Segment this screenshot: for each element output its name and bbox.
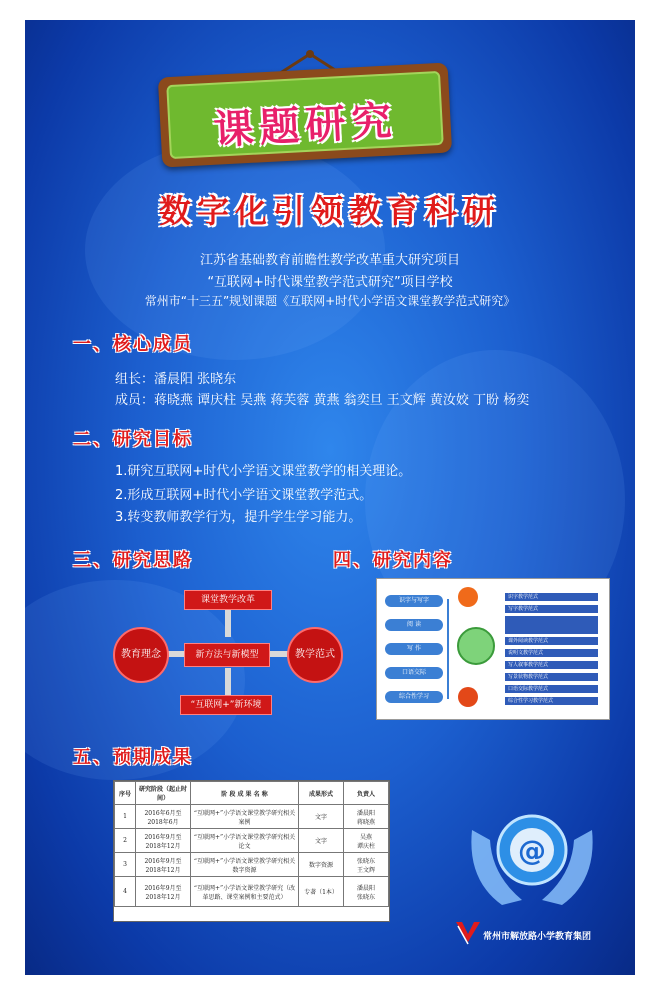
cell: 1 bbox=[115, 805, 136, 829]
heading-research-content: 四、研究内容 bbox=[333, 550, 453, 571]
flow-top-box: 课堂教学改革 bbox=[184, 590, 272, 610]
content-right-item: 写景状物教学范式 bbox=[505, 673, 598, 681]
cell: 4 bbox=[115, 877, 136, 907]
table-header-row bbox=[115, 782, 389, 805]
heading-expected-results: 五、预期成果 bbox=[73, 747, 193, 768]
content-right-item: 写字教学范式 bbox=[505, 605, 598, 613]
arrow-right bbox=[268, 651, 288, 657]
center-node bbox=[457, 627, 495, 665]
cell: 吴燕 谭庆柱 bbox=[344, 829, 389, 853]
arrow-down bbox=[225, 609, 231, 637]
subtitle-1: 江苏省基础教育前瞻性教学改革重大研究项目 bbox=[199, 253, 460, 268]
header-name: 阶 段 成 果 名 称 bbox=[191, 782, 299, 805]
cell: 张晓东 王文辉 bbox=[344, 853, 389, 877]
content-left-item: 识字与写字 bbox=[385, 595, 443, 607]
content-right-item: 综合性学习教学范式 bbox=[505, 697, 598, 705]
heading-research-ideas: 三、研究思路 bbox=[73, 550, 193, 571]
content-right-item: 识字教学范式 bbox=[505, 593, 598, 601]
top-node bbox=[458, 587, 478, 607]
connector bbox=[447, 599, 449, 699]
heading-core-members: 一、核心成员 bbox=[73, 334, 193, 355]
bottom-node bbox=[458, 687, 478, 707]
content-right-item: 口语交际教学范式 bbox=[505, 685, 598, 693]
cell: 3 bbox=[115, 853, 136, 877]
content-left-item: 综合性学习 bbox=[385, 691, 443, 703]
header-owner: 负责人 bbox=[344, 782, 389, 805]
cell: 2016年9月至2018年12月 bbox=[136, 877, 191, 907]
cell: “互联网+”小学语文课堂教学研究（改革思路、课堂案例和主要范式） bbox=[191, 877, 299, 907]
heading-research-goals: 二、研究目标 bbox=[73, 429, 193, 450]
results-table bbox=[113, 780, 390, 922]
cell: “互联网+”小学语文课堂教学研究相关案例 bbox=[191, 805, 299, 829]
page-title: 数字化引领教育科研 bbox=[158, 192, 501, 230]
topic-sign-text: 课题研究 bbox=[212, 98, 399, 154]
content-right-item: 课外阅读教学范式 bbox=[505, 637, 598, 645]
cell: “互联网+”小学语文课堂教学研究相关论文 bbox=[191, 829, 299, 853]
school-logo-icon bbox=[454, 918, 482, 946]
table-row bbox=[115, 829, 389, 853]
content-left-item: 口语交际 bbox=[385, 667, 443, 679]
content-right-item: 说明文教学范式 bbox=[505, 649, 598, 657]
arrow-right bbox=[168, 651, 184, 657]
cell: 潘晨阳 蒋晓燕 bbox=[344, 805, 389, 829]
flow-bottom-box: “互联网+”新环境 bbox=[180, 695, 272, 715]
header-index: 序号 bbox=[115, 782, 136, 805]
cell: 潘晨阳 张晓东 bbox=[344, 877, 389, 907]
goal-item: 1.研究互联网+时代小学语文课堂教学的相关理论。 bbox=[115, 464, 412, 479]
flow-right-circle: 教学范式 bbox=[287, 627, 343, 683]
cell: 文字 bbox=[299, 829, 344, 853]
cell: 数字资源 bbox=[299, 853, 344, 877]
topic-sign bbox=[158, 62, 452, 167]
content-left-item: 写 作 bbox=[385, 643, 443, 655]
content-left-item: 阅 读 bbox=[385, 619, 443, 631]
topic-sign-face bbox=[166, 71, 443, 159]
subtitle-2: “互联网+时代课堂教学范式研究”项目学校 bbox=[207, 275, 453, 290]
table-row bbox=[115, 805, 389, 829]
arrow-up bbox=[225, 668, 231, 696]
table-row bbox=[115, 853, 389, 877]
cell: 专著（1本） bbox=[299, 877, 344, 907]
content-right-item: 写人叙事教学范式 bbox=[505, 661, 598, 669]
flow-center-box: 新方法与新模型 bbox=[184, 643, 270, 667]
cell: 文字 bbox=[299, 805, 344, 829]
header-form: 成果形式 bbox=[299, 782, 344, 805]
members-line: 成员：蒋晓燕 谭庆柱 吴燕 蒋芙蓉 黄燕 翁奕旦 王文辉 黄汝姣 丁盼 杨奕 bbox=[115, 393, 530, 408]
flow-left-circle: 教育理念 bbox=[113, 627, 169, 683]
header-period: 研究阶段（起止时间） bbox=[136, 782, 191, 805]
cell: 2 bbox=[115, 829, 136, 853]
cell: 2016年9月至2018年12月 bbox=[136, 853, 191, 877]
goal-item: 2.形成互联网+时代小学语文课堂教学范式。 bbox=[115, 488, 373, 503]
goal-item: 3.转变教师教学行为，提升学生学习能力。 bbox=[115, 510, 362, 525]
leader-line: 组长：潘晨阳 张晓东 bbox=[115, 372, 237, 387]
cell: 2016年9月至2018年12月 bbox=[136, 829, 191, 853]
school-name: 常州市解放路小学教育集团 bbox=[483, 932, 592, 942]
table-row bbox=[115, 877, 389, 907]
subtitle-3: 常州市“十三五”规划课题《互联网+时代小学语文课堂教学范式研究》 bbox=[144, 294, 516, 308]
cell: 2016年6月至2018年6月 bbox=[136, 805, 191, 829]
cell: “互联网+”小学语文课堂教学研究相关数字资源 bbox=[191, 853, 299, 877]
hands-globe-icon bbox=[462, 790, 602, 920]
content-diagram bbox=[376, 578, 610, 720]
svg-text:@: @ bbox=[518, 834, 546, 867]
content-right-block bbox=[505, 616, 598, 634]
